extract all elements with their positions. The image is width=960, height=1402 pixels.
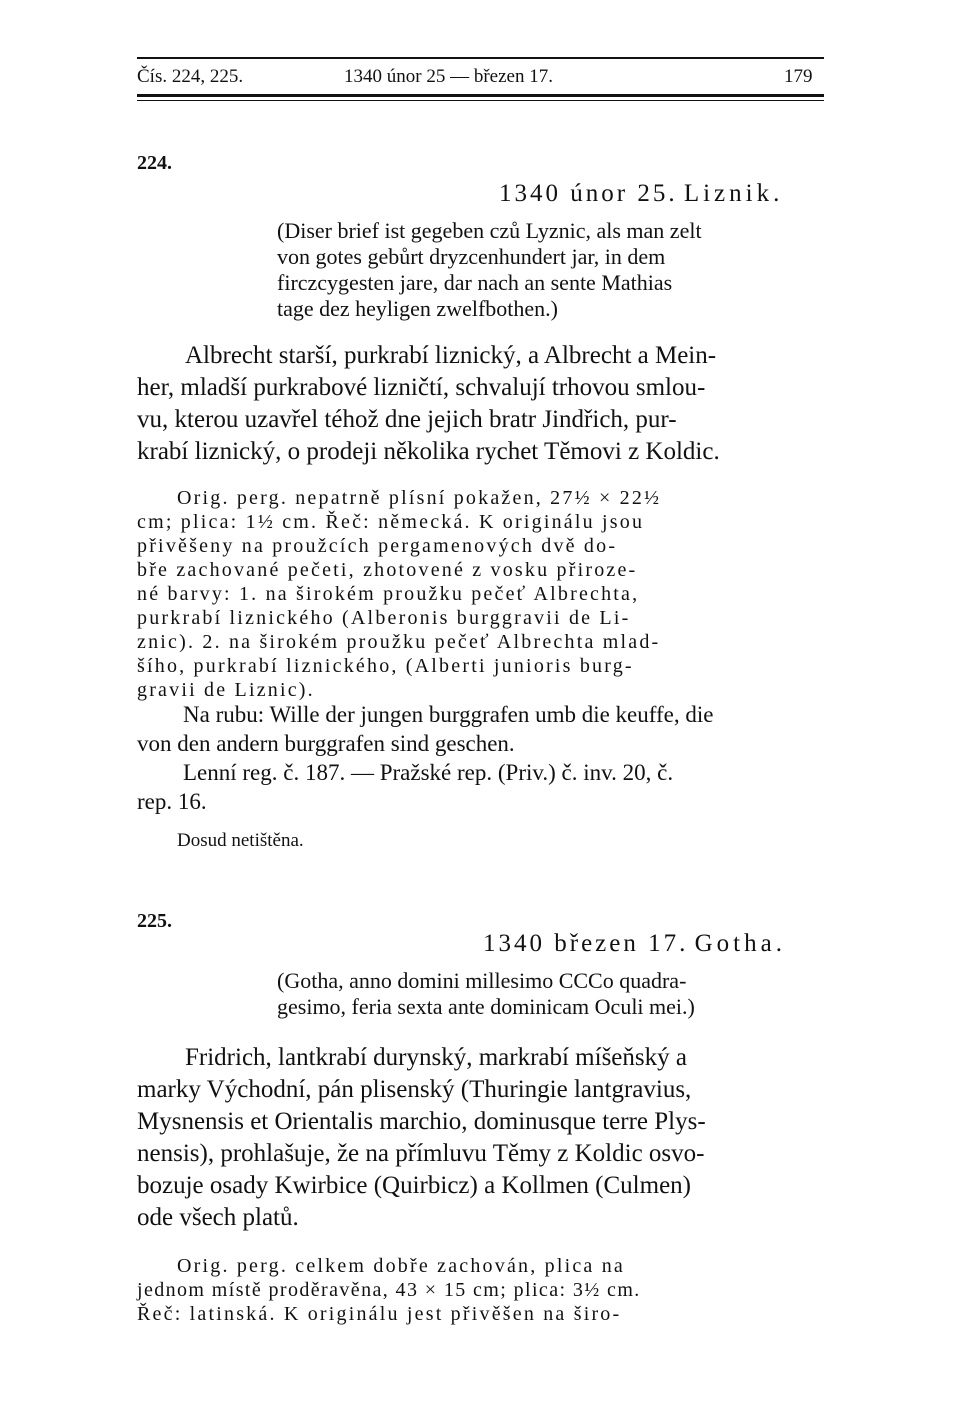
description-line: Orig. perg. nepatrně plísní pokažen, 27½ × 22½ xyxy=(177,487,662,509)
regest-line: vu, kterou uzavřel téhož dne jejich bratr Jindřich, pur- xyxy=(137,406,677,433)
header-top-rule xyxy=(137,57,824,59)
entry-regest xyxy=(137,1042,706,1234)
header-bottom-rule xyxy=(137,94,824,97)
quote-line: (Gotha, anno domini millesimo CCCo quadra- xyxy=(277,968,687,993)
quote-line: von gotes gebůrt dryzcenhundert jar, in dem xyxy=(277,244,666,269)
description-line: bře zachované pečeti, zhotovené z vosku přiroze- xyxy=(137,559,638,581)
dorsal-line: Na rubu: Wille der jungen burggrafen umb die keuffe, die xyxy=(183,702,714,727)
entry-dorsal-note xyxy=(137,700,713,758)
regest-line: Fridrich, lantkrabí durynský, markrabí míšeňský a xyxy=(185,1044,687,1071)
description-line: purkrabí liznického (Alberonis burggravii de Li- xyxy=(137,607,631,629)
regest-line: marky Východní, pán plisenský (Thuringie lantgravius, xyxy=(137,1076,692,1103)
entry-number: 225. xyxy=(137,910,172,932)
entry-quote xyxy=(277,218,702,322)
page-number: 179 xyxy=(784,66,813,87)
regest-line: krabí liznický, o prodeji několika rychet Těmovi z Koldic. xyxy=(137,438,720,465)
regest-line: her, mladší purkrabové lizničtí, schvalují trhovou smlou- xyxy=(137,374,706,401)
quote-line: (Diser brief ist gegeben czů Lyznic, als man zelt xyxy=(277,218,702,243)
entry-description xyxy=(137,486,661,702)
header-numbers: Čís. 224, 225. xyxy=(137,66,244,87)
description-line: jednom místě proděravěna, 43 × 15 cm; plica: 3½ cm. xyxy=(137,1279,641,1301)
entry-register xyxy=(137,758,673,816)
entry-place: Gotha. xyxy=(694,930,786,957)
entry-quote xyxy=(277,968,695,1020)
description-line: né barvy: 1. na širokém proužku pečeť Albrechta, xyxy=(137,583,640,605)
description-line: přivěšeny na proužcích pergamenových dvě do- xyxy=(137,535,618,557)
regest-line: Albrecht starší, purkrabí liznický, a Albrecht a Mein- xyxy=(185,342,717,369)
entry-number: 224. xyxy=(137,152,172,174)
quote-line: gesimo, feria sexta ante dominicam Oculi mei.) xyxy=(277,994,695,1019)
dorsal-line: von den andern burggrafen sind geschen. xyxy=(137,731,515,756)
entry-regest xyxy=(137,340,720,468)
regest-line: nensis), prohlašuje, že na přímluvu Těmy z Koldic osvo- xyxy=(137,1140,705,1167)
description-line: šího, purkrabí liznického, (Alberti junioris burg- xyxy=(137,655,634,677)
regest-line: Mysnensis et Orientalis marchio, dominusque terre Plys- xyxy=(137,1108,706,1135)
entry-date xyxy=(499,180,783,208)
description-line: cm; plica: 1½ cm. Řeč: německá. K originálu jsou xyxy=(137,511,645,533)
entry-description xyxy=(137,1254,641,1326)
entry-place: Liznik. xyxy=(683,180,784,207)
entry-printed-status: Dosud netištěna. xyxy=(177,830,304,851)
header-bottom-rule-thin xyxy=(137,100,824,101)
description-line: Řeč: latinská. K originálu jest přivěšen na širo- xyxy=(137,1303,622,1325)
regest-line: ode všech platů. xyxy=(137,1204,299,1231)
quote-line: tage dez heyligen zwelfbothen.) xyxy=(277,296,558,321)
description-line: znic). 2. na širokém proužku pečeť Albrechta mlad- xyxy=(137,631,661,653)
register-line: Lenní reg. č. 187. — Pražské rep. (Priv.) č. inv. 20, č. xyxy=(183,760,674,785)
register-line: rep. 16. xyxy=(137,789,207,814)
entry-date-text: 1340 únor 25. xyxy=(499,180,678,207)
entry-date xyxy=(483,930,786,958)
description-line: Orig. perg. celkem dobře zachován, plica na xyxy=(177,1255,625,1277)
regest-line: bozuje osady Kwirbice (Quirbicz) a Kollmen (Culmen) xyxy=(137,1172,691,1199)
quote-line: firczcygesten jare, dar nach an sente Mathias xyxy=(277,270,673,295)
description-line: gravii de Liznic). xyxy=(137,679,315,701)
entry-date-text: 1340 březen 17. xyxy=(483,930,689,957)
header-dates: 1340 únor 25 — březen 17. xyxy=(344,66,553,87)
